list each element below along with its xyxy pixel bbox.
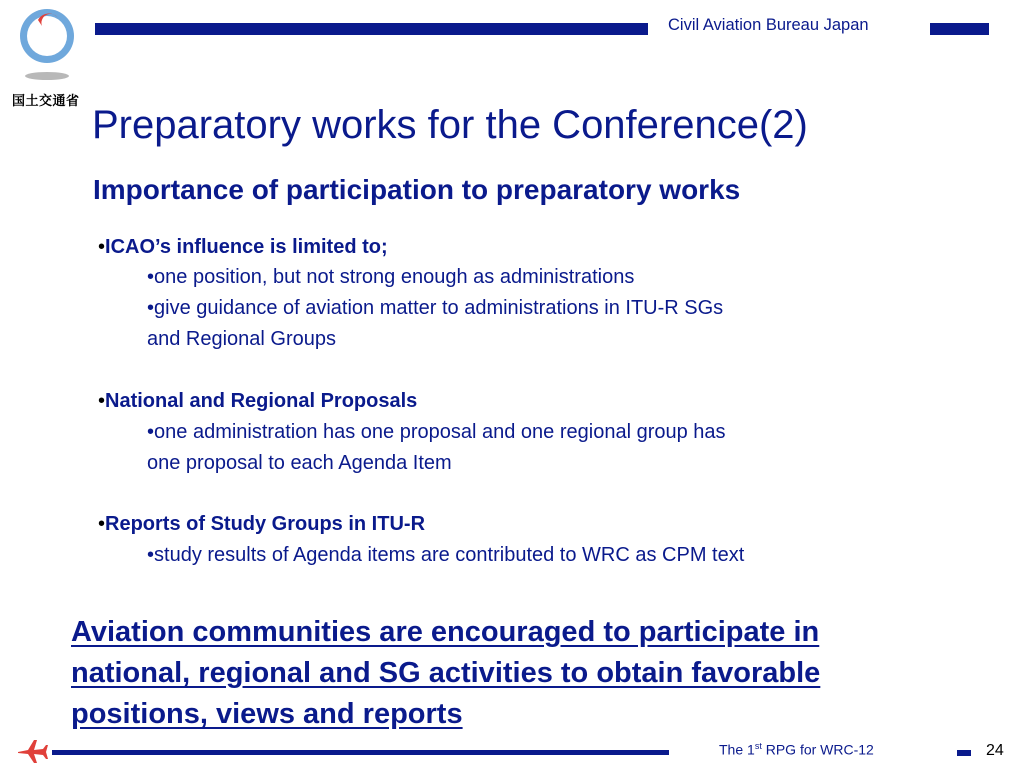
footer-bar bbox=[52, 750, 669, 755]
footer-caption: The 1st RPG for WRC-12 bbox=[719, 741, 874, 758]
mlit-logo-icon bbox=[14, 6, 80, 82]
footer-marker bbox=[957, 750, 971, 756]
airplane-icon bbox=[16, 738, 48, 764]
list-item: •one administration has one proposal and one regional group has bbox=[147, 421, 726, 443]
header-bar-short bbox=[930, 23, 989, 35]
header-bar bbox=[95, 23, 648, 35]
ministry-name: 国土交通省 bbox=[12, 93, 80, 108]
list-item: •study results of Agenda items are contributed to WRC as CPM text bbox=[147, 544, 745, 566]
list-item: •give guidance of aviation matter to administrations in ITU-R SGs bbox=[147, 297, 724, 319]
list-item-continuation: and Regional Groups bbox=[147, 328, 337, 350]
list-item: •one position, but not strong enough as administrations bbox=[147, 266, 635, 288]
bureau-name: Civil Aviation Bureau Japan bbox=[668, 16, 869, 34]
page-title: Preparatory works for the Conference(2) bbox=[92, 103, 808, 147]
section-heading: •National and Regional Proposals bbox=[98, 390, 418, 412]
section-heading: •ICAO’s influence is limited to; bbox=[98, 236, 388, 258]
key-statement bbox=[71, 612, 971, 735]
statement-line: positions, views and reports bbox=[71, 698, 463, 730]
statement-line: national, regional and SG activities to obtain favorable bbox=[71, 657, 821, 689]
list-item-continuation: one proposal to each Agenda Item bbox=[147, 452, 452, 474]
statement-line: Aviation communities are encouraged to participate in bbox=[71, 616, 820, 648]
page-number: 24 bbox=[986, 742, 1004, 759]
section-heading: •Reports of Study Groups in ITU-R bbox=[98, 513, 426, 535]
page-subtitle: Importance of participation to preparatory works bbox=[93, 174, 741, 205]
